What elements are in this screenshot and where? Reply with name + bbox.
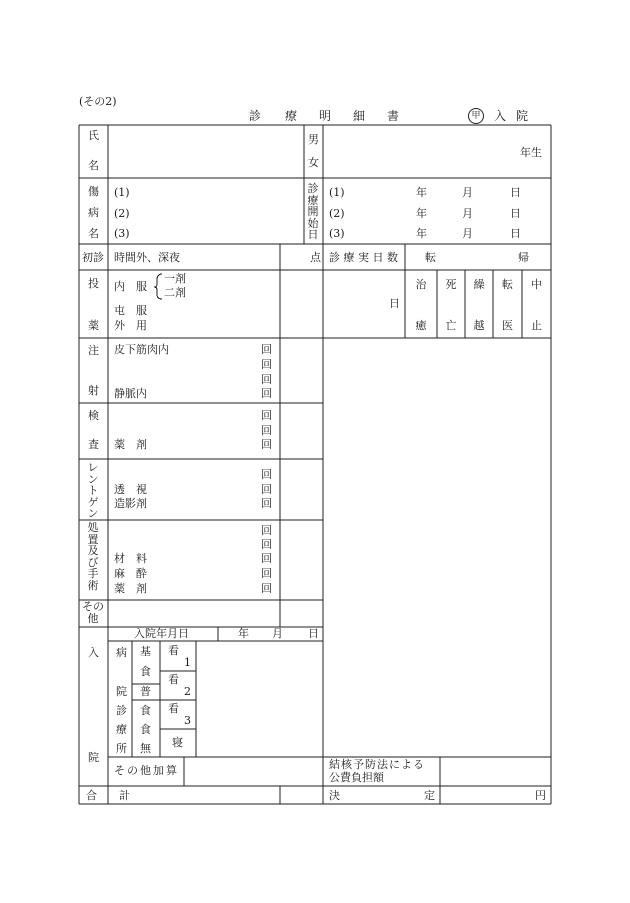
injection-label: 射 [88,384,99,397]
times-unit: 回 [261,497,272,510]
diagnosis-label: 病 [88,206,99,219]
ward-char: 病 [116,646,127,659]
day-unit: 日 [510,227,521,240]
day-unit: 日 [510,207,521,220]
meal-char: 普 [140,685,151,698]
meal-char: 食 [140,723,151,736]
procedure-drug-label: 薬 剤 [114,582,147,595]
diagnosis-item: (2) [114,207,130,220]
times-unit: 回 [261,582,272,595]
year-unit: 年 [416,186,427,199]
diagnosis-label: 傷 [88,185,99,198]
name-label: 名 [88,159,99,172]
day-unit: 日 [510,186,521,199]
anesthesia-label: 麻 酔 [114,567,147,580]
start-item: (2) [329,207,345,220]
diagnosis-item: (1) [114,186,130,199]
form-number: (その2) [79,95,117,108]
tonpuku-label: 屯 服 [114,304,147,317]
nursing-level: 3 [184,714,191,727]
month-unit: 月 [462,186,473,199]
times-unit: 回 [261,373,272,386]
outcome-label: 癒 [415,319,427,332]
nursing-label: 看 [168,673,179,686]
diagnosis-label: 名 [88,227,99,240]
title-char: 書 [387,109,400,123]
ward-char: 所 [116,742,127,755]
year-unit: 年 [238,627,249,640]
meal-char: 基 [140,645,151,658]
month-unit: 月 [462,227,473,240]
yen-unit: 円 [535,789,546,802]
return-label: 帰 [518,251,529,264]
times-unit: 回 [261,409,272,422]
year-unit: 年 [416,227,427,240]
total-label: 合 計 [86,789,130,802]
decided-label: 決 [329,789,340,802]
ward-char: 院 [116,685,127,698]
outcome-label: 越 [473,319,485,332]
admit-date-label: 入院年月日 [134,627,189,640]
outcome-label: 医 [502,319,513,332]
first-visit-label: 初診 [82,251,104,264]
month-unit: 月 [462,207,473,220]
meal-char: 食 [140,665,151,678]
tb-law-label: 結核予防法による [329,758,425,771]
nursing-label: 看 [168,644,179,657]
meal-char: 食 [140,704,151,717]
hospitalization-label: 入 [88,646,99,659]
times-unit: 回 [261,468,272,481]
times-unit: 回 [261,343,272,356]
other-addition-label: その他加算 [114,764,179,777]
day-unit: 日 [389,297,400,310]
points-unit: 点 [310,251,321,264]
outcome-label: 治 [415,278,427,291]
decided-label: 定 [424,789,435,802]
day-unit: 日 [308,627,319,640]
male-label: 男 [308,133,319,146]
kou-circle-mark: 甲 [468,108,484,124]
public-expense-label: 公費負担額 [329,771,384,784]
exam-drug-label: 薬 剤 [114,438,147,451]
female-label: 女 [308,156,319,169]
fluoro-label: 透 視 [114,483,147,496]
title-char: 療 [285,109,298,123]
outcome-label: 転 [502,278,513,291]
title-char: 細 [353,109,366,123]
hospitalization-label: 院 [88,751,99,764]
intravenous-label: 静脈内 [114,387,147,400]
times-unit: 回 [261,483,272,496]
start-item: (1) [329,186,345,199]
admission-char: 入 [494,109,507,123]
title-char: 明 [319,109,332,123]
nursing-level: 1 [184,656,191,669]
exam-label: 検 [88,409,99,422]
times-unit: 回 [261,358,272,371]
ward-char: 診 [116,704,127,717]
diagnosis-item: (3) [114,227,130,240]
admission-char: 院 [516,109,529,123]
name-label: 氏 [88,129,99,142]
outcome-label: 止 [531,319,542,332]
start-date-label: 診療開始日 [307,182,319,241]
outcome-label: 繰 [473,278,485,291]
nursing-label: 看 [168,702,179,715]
exam-label: 査 [88,438,99,451]
times-unit: 回 [261,424,272,437]
birth-year-suffix: 年生 [520,146,542,159]
one-dose-label: 一剤 [164,272,186,285]
material-label: 材 料 [114,552,147,565]
xray-label: レントゲン [87,461,99,520]
procedure-label: 処置及び手術 [87,521,99,592]
external-label: 外 用 [114,319,147,332]
subcutaneous-label: 皮下筋肉内 [114,343,169,356]
transfer-label: 転 [425,251,436,264]
contrast-label: 造影剤 [114,497,147,510]
month-unit: 月 [272,627,283,640]
bed-label: 寝 [172,736,183,749]
times-unit: 回 [261,387,272,400]
times-unit: 回 [261,538,272,551]
meal-char: 無 [140,742,151,755]
times-unit: 回 [261,438,272,451]
title-char: 診 [249,109,262,123]
treatment-days-label: 診 療 実 日 数 [329,251,398,264]
start-item: (3) [329,227,345,240]
year-unit: 年 [416,207,427,220]
two-dose-label: 二剤 [164,286,186,299]
ward-char: 療 [116,723,127,736]
nursing-level: 2 [184,685,191,698]
times-unit: 回 [261,552,272,565]
outcome-label: 中 [531,278,542,291]
outcome-label: 死 [445,278,457,291]
other-label: その他 [82,600,104,625]
outcome-label: 亡 [445,319,457,332]
injection-label: 注 [88,344,99,357]
medication-label: 薬 [88,319,99,332]
medication-label: 投 [88,277,99,290]
times-unit: 回 [261,567,272,580]
first-visit-desc: 時間外、深夜 [114,251,180,264]
times-unit: 回 [261,524,272,537]
internal-label: 内 服 [114,280,147,293]
